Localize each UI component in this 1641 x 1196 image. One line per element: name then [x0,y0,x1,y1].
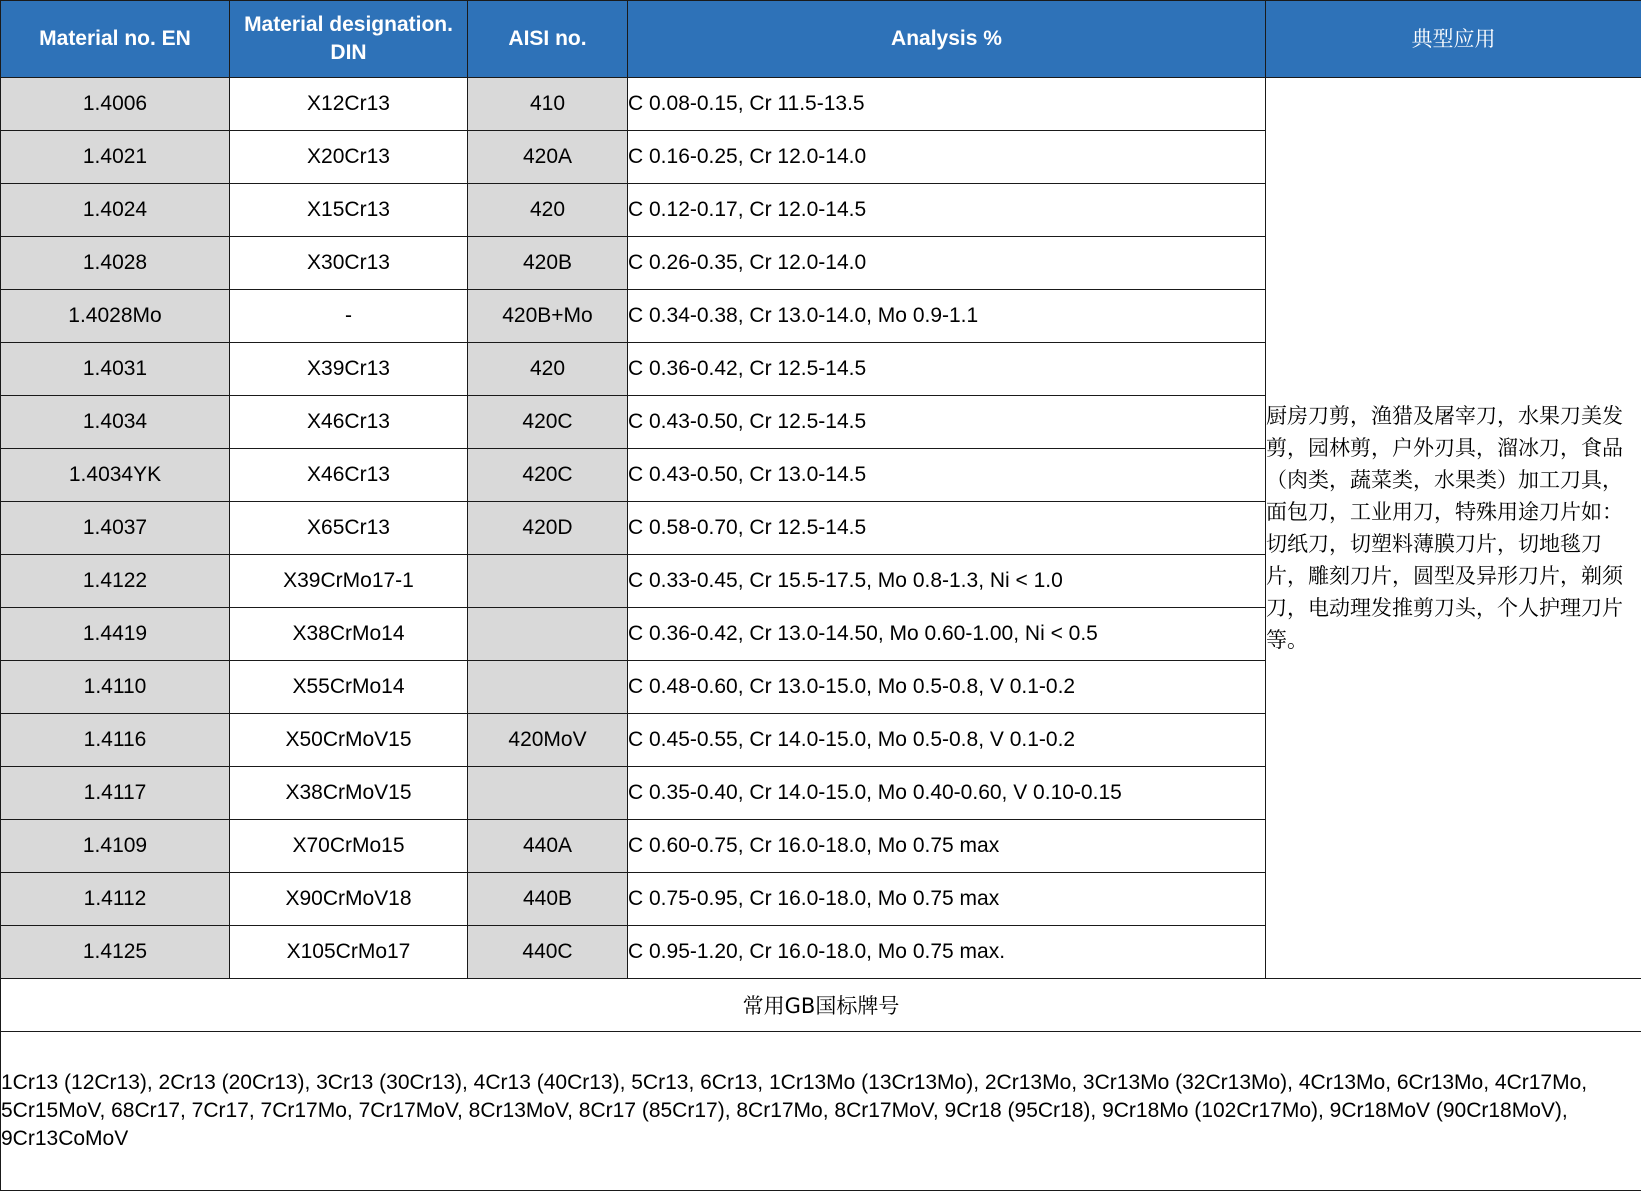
cell-analysis: C 0.36-0.42, Cr 12.5-14.5 [628,343,1266,396]
cell-material-designation-din: X50CrMoV15 [230,714,468,767]
cell-analysis: C 0.35-0.40, Cr 14.0-15.0, Mo 0.40-0.60, V 0.10-0.15 [628,767,1266,820]
header-material-no-en: Material no. EN [1,1,230,78]
cell-aisi-no: 420 [468,343,628,396]
cell-material-no-en: 1.4031 [1,343,230,396]
cell-material-designation-din: X20Cr13 [230,131,468,184]
cell-material-designation-din: X39CrMo17-1 [230,555,468,608]
cell-aisi-no: 420 [468,184,628,237]
cell-analysis: C 0.16-0.25, Cr 12.0-14.0 [628,131,1266,184]
table-body [1,78,1641,1191]
header-typical-application: 典型应用 [1266,1,1641,78]
cell-aisi-no: 440A [468,820,628,873]
cell-material-no-en: 1.4034YK [1,449,230,502]
cell-analysis: C 0.48-0.60, Cr 13.0-15.0, Mo 0.5-0.8, V 0.1-0.2 [628,661,1266,714]
cell-material-no-en: 1.4110 [1,661,230,714]
gb-standard-grades: 1Cr13 (12Cr13), 2Cr13 (20Cr13), 3Cr13 (30Cr13), 4Cr13 (40Cr13), 5Cr13, 6Cr13, 1Cr13Mo (13Cr13Mo), 2Cr13Mo, 3Cr13Mo (32Cr13Mo), 4Cr13Mo, 6Cr13Mo, 4Cr17Mo, 5Cr15MoV, 68Cr17, 7Cr17, 7Cr17Mo, 7Cr17MoV, 8Cr13MoV, 8Cr17 (85Cr17), 8Cr17Mo, 8Cr17MoV, 9Cr18 (95Cr18), 9Cr18Mo (102Cr17Mo), 9Cr18MoV (90Cr18MoV), 9Cr13CoMoV [1,1032,1641,1191]
cell-material-no-en: 1.4037 [1,502,230,555]
cell-material-designation-din: - [230,290,468,343]
cell-material-designation-din: X55CrMo14 [230,661,468,714]
cell-aisi-no: 440C [468,926,628,979]
cell-aisi-no: 420A [468,131,628,184]
cell-analysis: C 0.08-0.15, Cr 11.5-13.5 [628,78,1266,131]
cell-analysis: C 0.58-0.70, Cr 12.5-14.5 [628,502,1266,555]
cell-material-no-en: 1.4024 [1,184,230,237]
cell-aisi-no [468,608,628,661]
cell-material-designation-din: X15Cr13 [230,184,468,237]
cell-analysis: C 0.12-0.17, Cr 12.0-14.5 [628,184,1266,237]
cell-material-designation-din: X46Cr13 [230,396,468,449]
cell-typical-application: 厨房刀剪，渔猎及屠宰刀，水果刀美发剪，园林剪，户外刃具，溜冰刀，食品（肉类，蔬菜类，水果类）加工刀具，面包刀，工业用刀，特殊用途刀片如：切纸刀，切塑料薄膜刀片，切地毯刀片，雕刻刀片，圆型及异形刀片，剃须刀，电动理发推剪刀头，个人护理刀片等。 [1266,78,1641,979]
cell-material-no-en: 1.4028 [1,237,230,290]
cell-material-no-en: 1.4117 [1,767,230,820]
cell-material-designation-din: X12Cr13 [230,78,468,131]
cell-analysis: C 0.43-0.50, Cr 12.5-14.5 [628,396,1266,449]
cell-aisi-no: 420C [468,449,628,502]
cell-material-no-en: 1.4109 [1,820,230,873]
cell-material-designation-din: X105CrMo17 [230,926,468,979]
gb-standard-title: 常用GB国标牌号 [1,979,1641,1032]
cell-aisi-no: 420D [468,502,628,555]
cell-aisi-no: 420MoV [468,714,628,767]
cell-analysis: C 0.95-1.20, Cr 16.0-18.0, Mo 0.75 max. [628,926,1266,979]
cell-aisi-no: 410 [468,78,628,131]
cell-material-no-en: 1.4028Mo [1,290,230,343]
cell-material-designation-din: X30Cr13 [230,237,468,290]
cell-material-designation-din: X38CrMo14 [230,608,468,661]
cell-analysis: C 0.26-0.35, Cr 12.0-14.0 [628,237,1266,290]
gb-list-row [1,1032,1641,1191]
cell-material-designation-din: X70CrMo15 [230,820,468,873]
cell-analysis: C 0.36-0.42, Cr 13.0-14.50, Mo 0.60-1.00, Ni < 0.5 [628,608,1266,661]
gb-title-row [1,979,1641,1032]
header-aisi-no: AISI no. [468,1,628,78]
cell-material-no-en: 1.4034 [1,396,230,449]
cell-aisi-no: 420B+Mo [468,290,628,343]
cell-analysis: C 0.33-0.45, Cr 15.5-17.5, Mo 0.8-1.3, Ni < 1.0 [628,555,1266,608]
cell-aisi-no: 420C [468,396,628,449]
cell-material-no-en: 1.4125 [1,926,230,979]
cell-aisi-no [468,767,628,820]
cell-material-no-en: 1.4006 [1,78,230,131]
cell-material-designation-din: X65Cr13 [230,502,468,555]
cell-analysis: C 0.34-0.38, Cr 13.0-14.0, Mo 0.9-1.1 [628,290,1266,343]
table-row [1,78,1641,131]
cell-analysis: C 0.75-0.95, Cr 16.0-18.0, Mo 0.75 max [628,873,1266,926]
cell-aisi-no: 420B [468,237,628,290]
cell-material-designation-din: X38CrMoV15 [230,767,468,820]
cell-material-no-en: 1.4116 [1,714,230,767]
cell-material-no-en: 1.4122 [1,555,230,608]
cell-analysis: C 0.43-0.50, Cr 13.0-14.5 [628,449,1266,502]
table-header-row [1,1,1641,78]
cell-aisi-no: 440B [468,873,628,926]
header-material-designation-din: Material designation. DIN [230,1,468,78]
header-analysis: Analysis % [628,1,1266,78]
cell-aisi-no [468,555,628,608]
cell-aisi-no [468,661,628,714]
cell-material-designation-din: X46Cr13 [230,449,468,502]
cell-material-no-en: 1.4112 [1,873,230,926]
cell-material-no-en: 1.4021 [1,131,230,184]
cell-material-designation-din: X90CrMoV18 [230,873,468,926]
cell-analysis: C 0.60-0.75, Cr 16.0-18.0, Mo 0.75 max [628,820,1266,873]
cell-material-designation-din: X39Cr13 [230,343,468,396]
cell-analysis: C 0.45-0.55, Cr 14.0-15.0, Mo 0.5-0.8, V 0.1-0.2 [628,714,1266,767]
cell-material-no-en: 1.4419 [1,608,230,661]
